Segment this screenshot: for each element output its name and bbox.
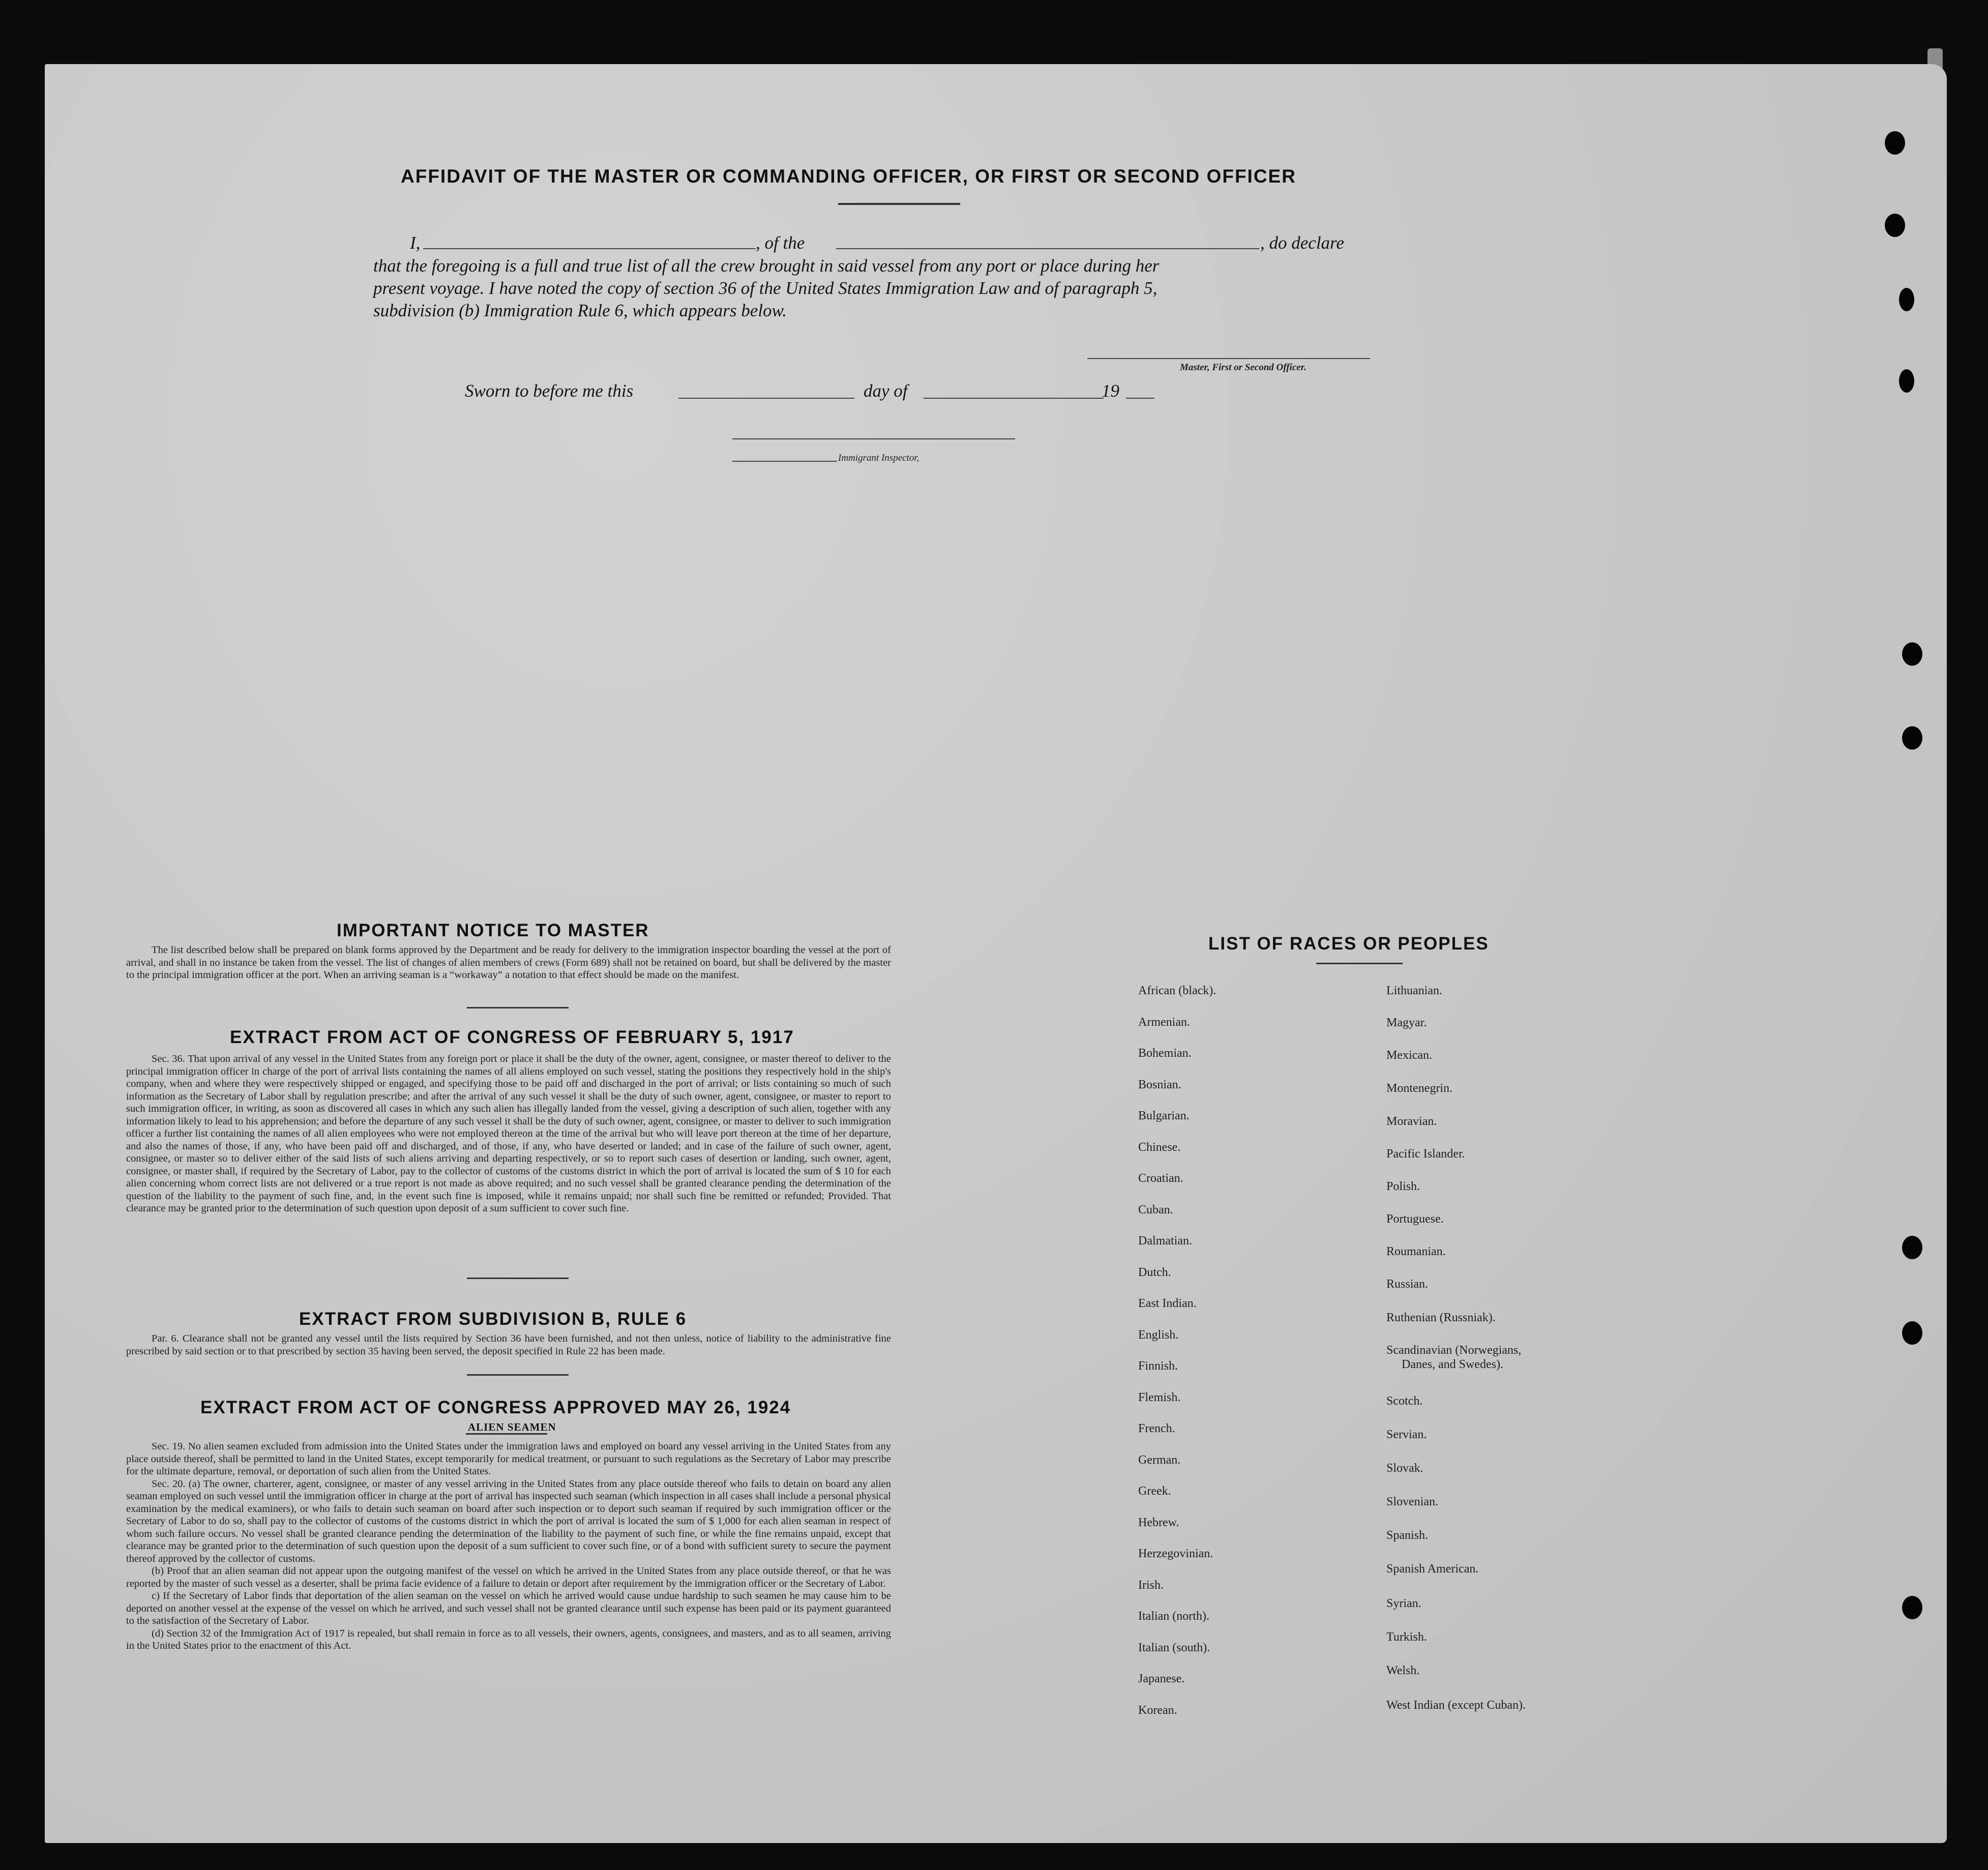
race-item: Dalmatian. <box>1138 1234 1192 1248</box>
master-signature-line[interactable] <box>1087 358 1370 359</box>
affidavit-text-2: that the foregoing is a full and true list of all the crew brought in said vessel from any port or place during her <box>373 256 1160 276</box>
notice-paragraph: The list described below shall be prepared on blank forms approved by the Department and be ready for delivery to the immigration inspector boarding the vessel at the port of arrival, and shall in no instance be taken from the vessel. The list of changes of alien members of crews (Form 689) shall not be retained on board, but shall be delivered by the master to the principal immigration officer at the port. When an arriving seaman is a “workaway” a notation to that effect should be made on the manifest. <box>126 944 891 981</box>
race-item: Spanish American. <box>1386 1562 1479 1576</box>
race-item: Portuguese. <box>1386 1212 1444 1226</box>
notice-rule <box>467 1007 569 1008</box>
race-item: Bohemian. <box>1138 1047 1192 1060</box>
par-6-paragraph: Par. 6. Clearance shall not be granted any vessel until the lists required by Section 36 have been furnished, and not then unless, notice of liability to the administrative fine prescribed by said section or to that prescribed by section 35 having been served, the deposit specified in Rule 22 has been made. <box>126 1333 891 1357</box>
race-item: Syrian. <box>1386 1597 1421 1610</box>
sworn-month-blank[interactable] <box>924 398 1104 399</box>
name-blank[interactable] <box>423 248 756 249</box>
races-rule <box>1316 963 1403 964</box>
inspector-signature-line[interactable] <box>732 438 1015 439</box>
race-item: Roumanian. <box>1386 1245 1446 1258</box>
race-item: Herzegovinian. <box>1138 1547 1213 1560</box>
notice-text <box>126 944 891 982</box>
punch-hole <box>1899 288 1914 311</box>
inspector-label: Immigrant Inspector, <box>838 453 919 463</box>
extract-rule6-title: EXTRACT FROM SUBDIVISION B, RULE 6 <box>299 1309 687 1329</box>
race-item: Russian. <box>1386 1278 1429 1291</box>
affidavit-title-rule <box>838 203 960 205</box>
race-item: Moravian. <box>1386 1115 1437 1128</box>
extract-1924-title: EXTRACT FROM ACT OF CONGRESS APPROVED MAY 26, 1924 <box>200 1398 791 1417</box>
race-item: Armenian. <box>1138 1015 1190 1029</box>
race-item: Mexican. <box>1386 1049 1432 1062</box>
races-title: LIST OF RACES OR PEOPLES <box>1208 934 1489 954</box>
notice-title: IMPORTANT NOTICE TO MASTER <box>337 921 649 940</box>
race-item: Bulgarian. <box>1138 1109 1190 1122</box>
race-item: Croatian. <box>1138 1172 1183 1185</box>
master-signature-label: Master, First or Second Officer. <box>1180 362 1307 373</box>
race-item: Turkish. <box>1386 1630 1427 1644</box>
affidavit-text-3: present voyage. I have noted the copy of section 36 of the United States Immigration Law and of paragraph 5, <box>373 278 1158 298</box>
race-item: Italian (north). <box>1138 1610 1209 1623</box>
race-item: German. <box>1138 1453 1181 1467</box>
race-item: Japanese. <box>1138 1672 1185 1685</box>
sworn-day-blank[interactable] <box>678 398 854 399</box>
inspector-label-rule <box>732 461 837 462</box>
race-item: Bosnian. <box>1138 1078 1181 1091</box>
sec-20a-paragraph: Sec. 20. (a) The owner, charterer, agent, consignee, or master of any vessel arriving in the United States from any place outside thereof who fails to detain on board any alien seaman employed on such vessel until the immigration officer in charge at the port of arrival has inspected such seaman (which inspection in all cases shall include a personal physical examination by the medical examiners), or who fails to detain such seaman on board after such inspection or to deport such seaman if required by such immigration officer or the Secretary of Labor to do so, shall pay to the collector of customs of the customs district in which the port of arrival is located the sum of $ 1,000 for each alien seaman in respect of whom such failure occurs. No vessel shall be granted clearance pending the determination of the liability to the payment of such fine, or while the fine remains unpaid, except that clearance may be granted prior to the determination of such question upon the deposit of a sum sufficient to cover such fine, or of a bond with sufficient surety to secure the payment thereof approved by the collector of customs. <box>126 1478 891 1564</box>
race-item: Italian (south). <box>1138 1641 1210 1654</box>
race-item: Greek. <box>1138 1485 1171 1498</box>
race-item: Korean. <box>1138 1703 1177 1717</box>
punch-hole <box>1902 642 1922 666</box>
race-item: Polish. <box>1386 1180 1420 1193</box>
race-item: Flemish. <box>1138 1390 1181 1404</box>
sec-20b-paragraph: (b) Proof that an alien seaman did not appear upon the outgoing manifest of the vessel on which he arrived in the United States from any place outside thereof, or that he was reported by the master of such vessel as a deserter, shall be prima facie evidence of a failure to detain or deport after requirement by the immigration officer or the Secretary of Labor. <box>126 1565 891 1589</box>
affidavit-text-4: subdivision (b) Immigration Rule 6, which appears below. <box>373 301 787 320</box>
race-item: English. <box>1138 1328 1179 1342</box>
sec-19-paragraph: Sec. 19. No alien seamen excluded from admission into the United States under the immigration laws and employed on board any vessel arriving in the United States from any place outside thereof, shall be permitted to land in the United States, except temporarily for medical treatment, or pursuant to such regulations as the Secretary of Labor may prescribe for the ultimate departure, removal, or deportation of such alien from the United States. <box>126 1441 891 1477</box>
race-item: French. <box>1138 1422 1175 1435</box>
punch-hole <box>1885 214 1905 237</box>
punch-hole <box>1902 1596 1922 1619</box>
sec-36-paragraph: Sec. 36. That upon arrival of any vessel in the United States from any foreign port or place it shall be the duty of the owner, agent, consignee, or master thereof to deliver to the principal immigration officer in charge of the port of arrival lists containing the names of all aliens employed on such vessel, stating the positions they respectively hold in the ship's company, when and where they were respectively shipped or engaged, and specifying those to be paid off and discharged in the port of arrival; or lists containing so much of such information as the Secretary of Labor shall by regulation prescribe; and after the arrival of any such vessel it shall be the duty of such owner, agent, consignee, or master to report to such immigration officer, in writing, as soon as discovered all cases in which any such alien has illegally landed from the vessel, giving a description of such alien, together with any information likely to lead to his apprehension; and before the departure of any such vessel it shall be the duty of such owner, agent, consignee, or master to deliver to such immigration officer a further list containing the names of all alien employees who were not employed thereon at the time of the arrival but who will leave port thereon at the time of her departure, and also the names of those, if any, who have been paid off and discharged, and of those, if any, who have deserted or landed; and in case of the failure of such owner, agent, consignee, or master so to deliver either of the said lists of such aliens arriving and departing respectively, or so to report such cases of desertion or landing, such owner, agent, consignee, or master shall, if required by the Secretary of Labor, pay to the collector of customs of the customs district in which the port of arrival is located the sum of $ 10 for each alien concerning whom correct lists are not delivered or a true report is not made as above required; and no such vessel shall be granted clearance pending the determination of the question of the liability to the payment of such fine, and, in the event such fine is imposed, while it remains unpaid; nor shall such fine be remitted or refunded; Provided. That clearance may be granted prior to the determination of such question upon deposit of a sum sufficient to cover such fine. <box>126 1053 891 1214</box>
extract-1917-rule <box>467 1278 569 1279</box>
race-item: Slovak. <box>1386 1462 1423 1475</box>
race-item: East Indian. <box>1138 1297 1197 1310</box>
punch-hole <box>1899 369 1914 393</box>
alien-seamen-subtitle: ALIEN SEAMEN <box>468 1421 556 1433</box>
race-item: Scandinavian (Norwegians, <box>1386 1344 1522 1357</box>
affidavit-title: AFFIDAVIT OF THE MASTER OR COMMANDING OFFICER, OR FIRST OR SECOND OFFICER <box>401 166 1296 187</box>
extract-rule6-rule <box>467 1374 569 1376</box>
race-item: Montenegrin. <box>1386 1082 1452 1095</box>
race-item: Irish. <box>1138 1578 1164 1592</box>
race-item: Servian. <box>1386 1428 1427 1441</box>
race-item: Finnish. <box>1138 1359 1178 1373</box>
affidavit-do-declare: , do declare <box>1260 233 1344 253</box>
extract-1917-text <box>126 1053 891 1215</box>
race-item: African (black). <box>1138 984 1216 997</box>
affidavit-of-the: , of the <box>756 233 805 253</box>
race-item: Welsh. <box>1386 1664 1420 1677</box>
sworn-year-blank[interactable] <box>1126 398 1154 399</box>
race-item: Danes, and Swedes). <box>1402 1358 1503 1371</box>
vessel-blank[interactable] <box>836 248 1259 249</box>
race-item: Slovenian. <box>1386 1495 1438 1508</box>
race-item: West Indian (except Cuban). <box>1386 1699 1526 1712</box>
alien-seamen-rule <box>466 1433 547 1435</box>
race-item: Ruthenian (Russniak). <box>1386 1311 1496 1324</box>
punch-hole <box>1902 1321 1922 1345</box>
race-item: Hebrew. <box>1138 1516 1179 1529</box>
sec-20c-paragraph: c) If the Secretary of Labor finds that deportation of the alien seaman on the vessel on which he arrived would cause undue hardship to such seamen he may cause him to be deported on another vessel at the expense of the vessel on which he arrived, and such vessel shall not be granted clearance until such expense has been paid or its payment guaranteed to the satisfaction of the Secretary of Labor. <box>126 1590 891 1626</box>
sworn-text: Sworn to before me this <box>465 381 634 401</box>
day-of-text: day of <box>864 381 908 401</box>
race-item: Spanish. <box>1386 1529 1429 1542</box>
race-item: Dutch. <box>1138 1265 1171 1279</box>
extract-1924-text <box>126 1440 891 1652</box>
sec-20d-paragraph: (d) Section 32 of the Immigration Act of 1917 is repealed, but shall remain in force as to all vessels, their owners, agents, consignees, and masters, and as to all seamen, arriving in the United States prior to the enactment of this Act. <box>126 1627 891 1651</box>
extract-1917-title: EXTRACT FROM ACT OF CONGRESS OF FEBRUARY 5, 1917 <box>230 1027 794 1047</box>
punch-hole <box>1902 726 1922 750</box>
race-item: Magyar. <box>1386 1016 1427 1029</box>
race-item: Pacific Islander. <box>1386 1147 1465 1161</box>
extract-rule6-text <box>126 1332 891 1357</box>
year-prefix: 19 <box>1102 381 1119 401</box>
affidavit-i: I, <box>410 233 421 253</box>
race-item: Cuban. <box>1138 1203 1173 1216</box>
race-item: Lithuanian. <box>1386 984 1442 997</box>
punch-hole <box>1902 1236 1922 1259</box>
punch-hole <box>1885 131 1905 155</box>
race-item: Chinese. <box>1138 1140 1181 1154</box>
race-item: Scotch. <box>1386 1394 1423 1408</box>
